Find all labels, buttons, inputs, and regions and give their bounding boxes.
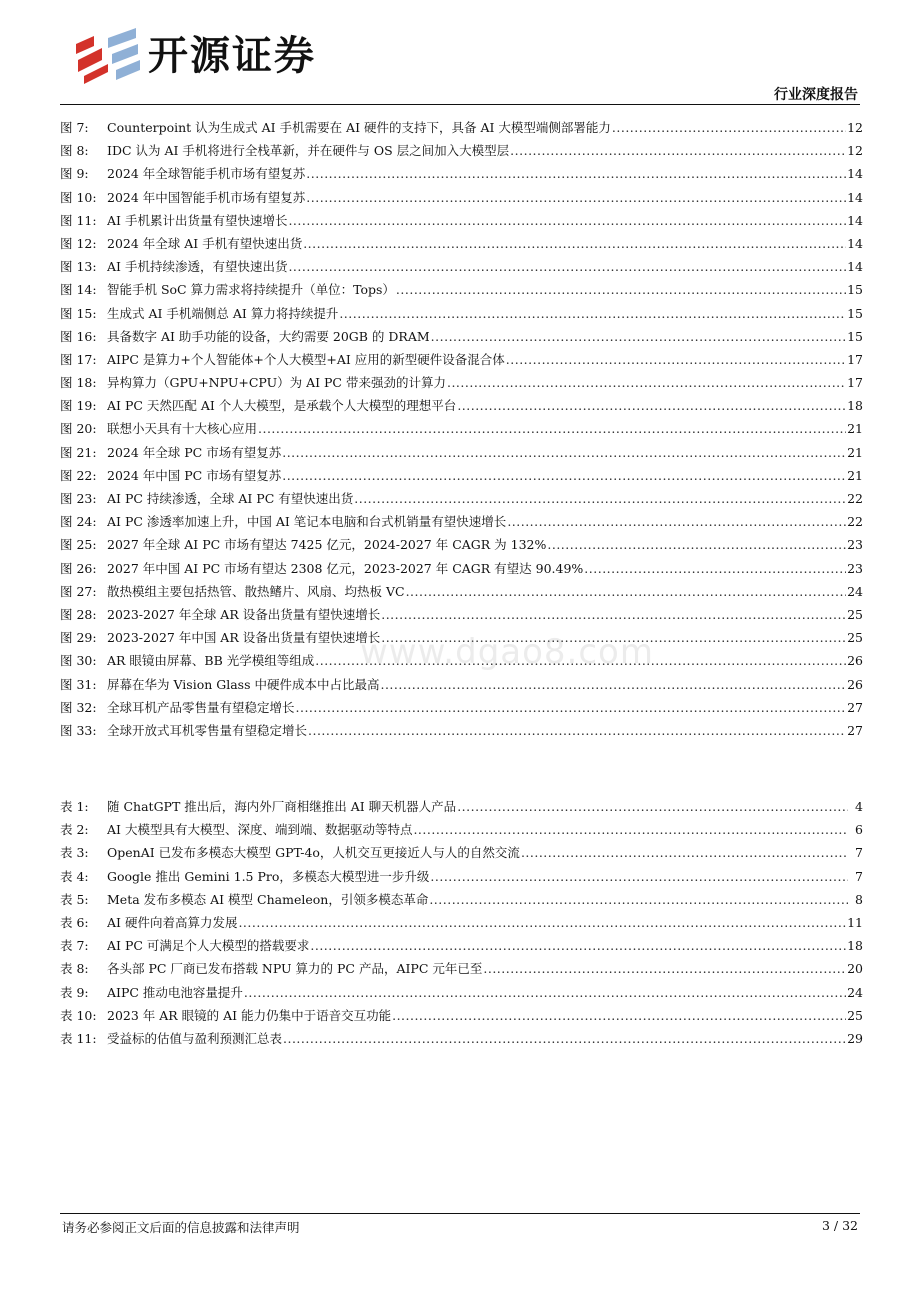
toc-entry-label: 图 26: xyxy=(60,560,97,576)
toc-entry-label: 图 24: xyxy=(60,514,97,530)
toc-entry-page: 24 xyxy=(847,984,863,1000)
toc-entry[interactable] xyxy=(60,580,863,603)
brand-name: 开源证券 xyxy=(148,33,316,79)
toc-entry-title: 2027 年全球 AI PC 市场有望达 7425 亿元，2024-2027 年 CAGR 为 132% xyxy=(107,537,547,553)
toc-dot-leader xyxy=(310,934,846,957)
toc-entry[interactable] xyxy=(60,934,863,957)
toc-dot-leader xyxy=(296,696,847,719)
toc-entry[interactable] xyxy=(60,911,863,934)
toc-entry[interactable] xyxy=(60,139,863,162)
toc-dot-leader xyxy=(282,464,846,487)
toc-entry-title: OpenAI 已发布多模态大模型 GPT-4o，人机交互更接近人与人的自然交流 xyxy=(107,845,520,861)
toc-entry-label: 表 9: xyxy=(60,984,89,1000)
toc-entry[interactable] xyxy=(60,278,863,301)
toc-entry-label: 表 3: xyxy=(60,845,89,861)
toc-entry[interactable] xyxy=(60,557,863,580)
toc-entry-label: 图 20: xyxy=(60,421,97,437)
toc-entry[interactable] xyxy=(60,673,863,696)
toc-entry-title: 全球耳机产品零售量有望稳定增长 xyxy=(107,699,295,715)
toc-entry[interactable] xyxy=(60,981,863,1004)
toc-entry-label: 图 9: xyxy=(60,166,89,182)
toc-entry[interactable] xyxy=(60,348,863,371)
toc-entry-title: 2024 年中国智能手机市场有望复苏 xyxy=(107,189,306,205)
toc-dot-leader xyxy=(507,510,846,533)
toc-dot-leader xyxy=(457,394,846,417)
toc-dot-leader xyxy=(392,1004,846,1027)
toc-entry-label: 图 31: xyxy=(60,676,97,692)
toc-entry-page: 25 xyxy=(847,606,863,622)
toc-entry-label: 表 1: xyxy=(60,799,89,814)
toc-entry[interactable] xyxy=(60,1027,863,1050)
toc-dot-leader xyxy=(354,487,846,510)
toc-entry-title: 随 ChatGPT 推出后，海内外厂商相继推出 AI 聊天机器人产品 xyxy=(107,799,457,814)
toc-entry-label: 图 11: xyxy=(60,212,97,228)
page-header xyxy=(0,0,920,106)
toc-dot-leader xyxy=(612,116,846,139)
toc-dot-leader xyxy=(510,139,846,162)
toc-entry-title: AIPC 是算力+个人智能体+个人大模型+AI 应用的新型硬件设备混合体 xyxy=(107,351,505,367)
toc-dot-leader xyxy=(521,841,848,864)
toc-entry-title: 受益标的估值与盈利预测汇总表 xyxy=(107,1030,283,1046)
toc-entry-label: 表 8: xyxy=(60,961,89,977)
toc-entry-label: 表 6: xyxy=(60,914,89,930)
toc-entry[interactable] xyxy=(60,841,863,864)
toc-dot-leader xyxy=(282,441,846,464)
toc-entry-page: 21 xyxy=(847,421,863,437)
toc-entry-page: 14 xyxy=(847,235,863,251)
toc-entry[interactable] xyxy=(60,209,863,232)
toc-entry-title: 2023-2027 年中国 AR 设备出货量有望快速增长 xyxy=(107,630,381,646)
toc-entry-page: 4 xyxy=(855,799,863,814)
watermark: www.dgao8.com xyxy=(360,632,654,672)
toc-entry-page: 17 xyxy=(847,375,863,391)
toc-dot-leader xyxy=(413,818,848,841)
toc-entry-label: 图 15: xyxy=(60,305,97,321)
toc-entry-page: 15 xyxy=(847,305,863,321)
toc-entry-title: AI PC 天然匹配 AI 个人大模型，是承载个人大模型的理想平台 xyxy=(107,398,457,414)
toc-entry-title: 智能手机 SoC 算力需求将持续提升（单位：Tops） xyxy=(107,282,395,298)
toc-dot-leader xyxy=(303,232,846,255)
toc-entry-label: 图 22: xyxy=(60,467,97,483)
toc-entry[interactable] xyxy=(60,232,863,255)
toc-entry-page: 21 xyxy=(847,444,863,460)
toc-entry-page: 6 xyxy=(855,822,863,838)
toc-dot-leader xyxy=(339,302,846,325)
toc-entry-title: 生成式 AI 手机端侧总 AI 算力将持续提升 xyxy=(107,305,339,321)
toc-entry[interactable] xyxy=(60,302,863,325)
toc-entry-page: 22 xyxy=(847,491,863,506)
toc-entry-page: 26 xyxy=(847,676,863,692)
toc-entry-label: 图 14: xyxy=(60,282,97,298)
toc-entry-label: 图 10: xyxy=(60,189,97,205)
toc-entry-label: 图 8: xyxy=(60,143,89,159)
toc-dot-leader xyxy=(244,981,846,1004)
toc-entry-title: 2024 年全球 PC 市场有望复苏 xyxy=(107,444,282,460)
toc-entry[interactable] xyxy=(60,162,863,185)
toc-dot-leader xyxy=(406,580,847,603)
toc-entry[interactable] xyxy=(60,186,863,209)
toc-entry-title: 全球开放式耳机零售量有望稳定增长 xyxy=(107,722,308,738)
toc-entry-page: 27 xyxy=(847,699,863,715)
toc-entry-title: Meta 发布多模态 AI 模型 Chameleon，引领多模态革命 xyxy=(107,891,429,907)
toc-dot-leader xyxy=(381,603,846,626)
toc-entry-title: 具备数字 AI 助手功能的设备，大约需要 20GB 的 DRAM xyxy=(107,328,430,344)
toc-entry[interactable] xyxy=(60,719,863,742)
toc-entry-title: 异构算力（GPU+NPU+CPU）为 AI PC 带来强劲的计算力 xyxy=(107,375,446,391)
toc-entry-label: 图 21: xyxy=(60,444,97,460)
toc-entry-label: 图 7: xyxy=(60,120,89,135)
toc-entry-page: 20 xyxy=(847,961,863,977)
toc-dot-leader xyxy=(288,255,846,278)
toc-entry-title: AI PC 持续渗透，全球 AI PC 有望快速出货 xyxy=(107,491,354,506)
toc-dot-leader xyxy=(483,957,846,980)
toc-entry-label: 图 23: xyxy=(60,491,97,506)
toc-entry[interactable] xyxy=(60,818,863,841)
report-type: 行业深度报告 xyxy=(774,87,858,103)
toc-entry-label: 表 5: xyxy=(60,891,89,907)
toc-entry-page: 7 xyxy=(855,845,863,861)
toc-entry-label: 图 13: xyxy=(60,259,97,275)
toc-dot-leader xyxy=(238,911,846,934)
page-number: 3 / 32 xyxy=(821,1218,858,1233)
toc-entry-page: 25 xyxy=(847,630,863,646)
toc-dot-leader xyxy=(457,795,848,818)
toc-entry-label: 图 28: xyxy=(60,606,97,622)
toc-dot-leader xyxy=(288,209,846,232)
footer-divider xyxy=(60,1213,860,1214)
toc-entry[interactable] xyxy=(60,1004,863,1027)
toc-entry-label: 图 25: xyxy=(60,537,97,553)
toc-entry[interactable] xyxy=(60,603,863,626)
toc-entry-title: 联想小天具有十大核心应用 xyxy=(107,421,258,437)
toc-entry[interactable] xyxy=(60,510,863,533)
toc-dot-leader xyxy=(308,719,846,742)
toc-entry[interactable] xyxy=(60,116,863,139)
toc-entry-title: AI PC 可满足个人大模型的搭载要求 xyxy=(107,938,310,954)
toc-entry-title: Counterpoint 认为生成式 AI 手机需要在 AI 硬件的支持下，具备 AI 大模型端侧部署能力 xyxy=(107,120,611,135)
toc-entry-title: 2023 年 AR 眼镜的 AI 能力仍集中于语音交互功能 xyxy=(107,1007,392,1023)
toc-dot-leader xyxy=(547,533,846,556)
toc-entry-title: AIPC 推动电池容量提升 xyxy=(107,984,243,1000)
toc-entry-title: IDC 认为 AI 手机将进行全栈革新，并在硬件与 OS 层之间加入大模型层 xyxy=(107,143,510,159)
toc-entry-page: 24 xyxy=(847,583,863,599)
toc-dot-leader xyxy=(258,417,846,440)
toc-entry[interactable] xyxy=(60,394,863,417)
toc-entry[interactable] xyxy=(60,417,863,440)
toc-entry-title: 各头部 PC 厂商已发布搭载 NPU 算力的 PC 产品，AIPC 元年已至 xyxy=(107,961,483,977)
toc-entry-label: 图 27: xyxy=(60,583,97,599)
toc-entry-title: AI 大模型具有大模型、深度、端到端、数据驱动等特点 xyxy=(107,822,413,838)
toc-entry-label: 图 29: xyxy=(60,630,97,646)
toc-entry-title: AR 眼镜由屏幕、BB 光学模组等组成 xyxy=(107,653,315,669)
toc-entry[interactable] xyxy=(60,487,863,510)
toc-entry[interactable] xyxy=(60,441,863,464)
toc-dot-leader xyxy=(447,371,846,394)
toc-entry-label: 表 2: xyxy=(60,822,89,838)
toc-dot-leader xyxy=(506,348,846,371)
toc-dot-leader xyxy=(431,325,846,348)
toc-entry-page: 14 xyxy=(847,166,863,182)
toc-entry-page: 25 xyxy=(847,1007,863,1023)
toc-entry-page: 14 xyxy=(847,212,863,228)
toc-entry-title: 2024 年中国 PC 市场有望复苏 xyxy=(107,467,282,483)
toc-entry-label: 图 33: xyxy=(60,722,97,738)
company-logo-icon xyxy=(74,28,144,84)
toc-entry-page: 17 xyxy=(847,351,863,367)
toc-entry-page: 26 xyxy=(847,653,863,669)
tables-toc xyxy=(60,795,863,1050)
toc-entry-page: 27 xyxy=(847,722,863,738)
toc-entry[interactable] xyxy=(60,795,863,818)
toc-entry-page: 21 xyxy=(847,467,863,483)
toc-dot-leader xyxy=(584,557,846,580)
toc-dot-leader xyxy=(429,888,848,911)
toc-entry-page: 12 xyxy=(847,120,863,135)
toc-entry[interactable] xyxy=(60,696,863,719)
toc-entry-label: 图 32: xyxy=(60,699,97,715)
header-divider xyxy=(60,104,860,105)
toc-entry-page: 22 xyxy=(847,514,863,530)
toc-entry-page: 14 xyxy=(847,189,863,205)
toc-entry[interactable] xyxy=(60,888,863,911)
toc-entry-title: 散热模组主要包括热管、散热鳍片、风扇、均热板 VC xyxy=(107,583,405,599)
disclaimer-note: 请务必参阅正文后面的信息披露和法律声明 xyxy=(62,1220,300,1235)
toc-entry-title: 屏幕在华为 Vision Glass 中硬件成本中占比最高 xyxy=(107,676,380,692)
toc-entry[interactable] xyxy=(60,957,863,980)
toc-entry-label: 图 30: xyxy=(60,653,97,669)
toc-entry-title: AI 手机持续渗透，有望快速出货 xyxy=(107,259,288,275)
toc-entry[interactable] xyxy=(60,865,863,888)
toc-entry-label: 图 16: xyxy=(60,328,97,344)
toc-entry-title: Google 推出 Gemini 1.5 Pro，多模态大模型进一步升级 xyxy=(107,868,430,884)
toc-entry-title: 2024 年全球智能手机市场有望复苏 xyxy=(107,166,306,182)
toc-entry-label: 图 19: xyxy=(60,398,97,414)
toc-entry-title: AI PC 渗透率加速上升，中国 AI 笔记本电脑和台式机销量有望快速增长 xyxy=(107,514,507,530)
toc-entry-label: 表 4: xyxy=(60,868,89,884)
toc-entry-page: 15 xyxy=(847,282,863,298)
toc-entry-page: 18 xyxy=(847,398,863,414)
toc-entry-page: 29 xyxy=(847,1030,863,1046)
toc-entry-page: 8 xyxy=(855,891,863,907)
toc-entry-page: 11 xyxy=(847,914,863,930)
toc-entry-label: 表 11: xyxy=(60,1030,97,1046)
toc-entry-label: 表 10: xyxy=(60,1007,97,1023)
toc-entry-title: AI 硬件向着高算力发展 xyxy=(107,914,238,930)
toc-dot-leader xyxy=(430,865,848,888)
toc-entry-page: 23 xyxy=(847,560,863,576)
toc-dot-leader xyxy=(306,162,846,185)
toc-entry-page: 23 xyxy=(847,537,863,553)
toc-entry-page: 7 xyxy=(855,868,863,884)
toc-entry[interactable] xyxy=(60,325,863,348)
toc-dot-leader xyxy=(380,673,846,696)
toc-entry-label: 表 7: xyxy=(60,938,89,954)
toc-entry[interactable] xyxy=(60,255,863,278)
toc-entry-label: 图 17: xyxy=(60,351,97,367)
toc-entry[interactable] xyxy=(60,371,863,394)
toc-entry-title: 2027 年中国 AI PC 市场有望达 2308 亿元，2023-2027 年 CAGR 有望达 90.49% xyxy=(107,560,584,576)
toc-dot-leader xyxy=(283,1027,846,1050)
toc-dot-leader xyxy=(306,186,846,209)
toc-entry-page: 14 xyxy=(847,259,863,275)
toc-entry-page: 12 xyxy=(847,143,863,159)
toc-entry-title: AI 手机累计出货量有望快速增长 xyxy=(107,212,288,228)
toc-entry-page: 15 xyxy=(847,328,863,344)
toc-entry-label: 图 12: xyxy=(60,235,97,251)
toc-entry[interactable] xyxy=(60,533,863,556)
toc-entry-title: 2023-2027 年全球 AR 设备出货量有望快速增长 xyxy=(107,606,381,622)
toc-entry-label: 图 18: xyxy=(60,375,97,391)
toc-dot-leader xyxy=(396,278,846,301)
toc-entry[interactable] xyxy=(60,464,863,487)
toc-entry-page: 18 xyxy=(847,938,863,954)
toc-entry-title: 2024 年全球 AI 手机有望快速出货 xyxy=(107,235,303,251)
